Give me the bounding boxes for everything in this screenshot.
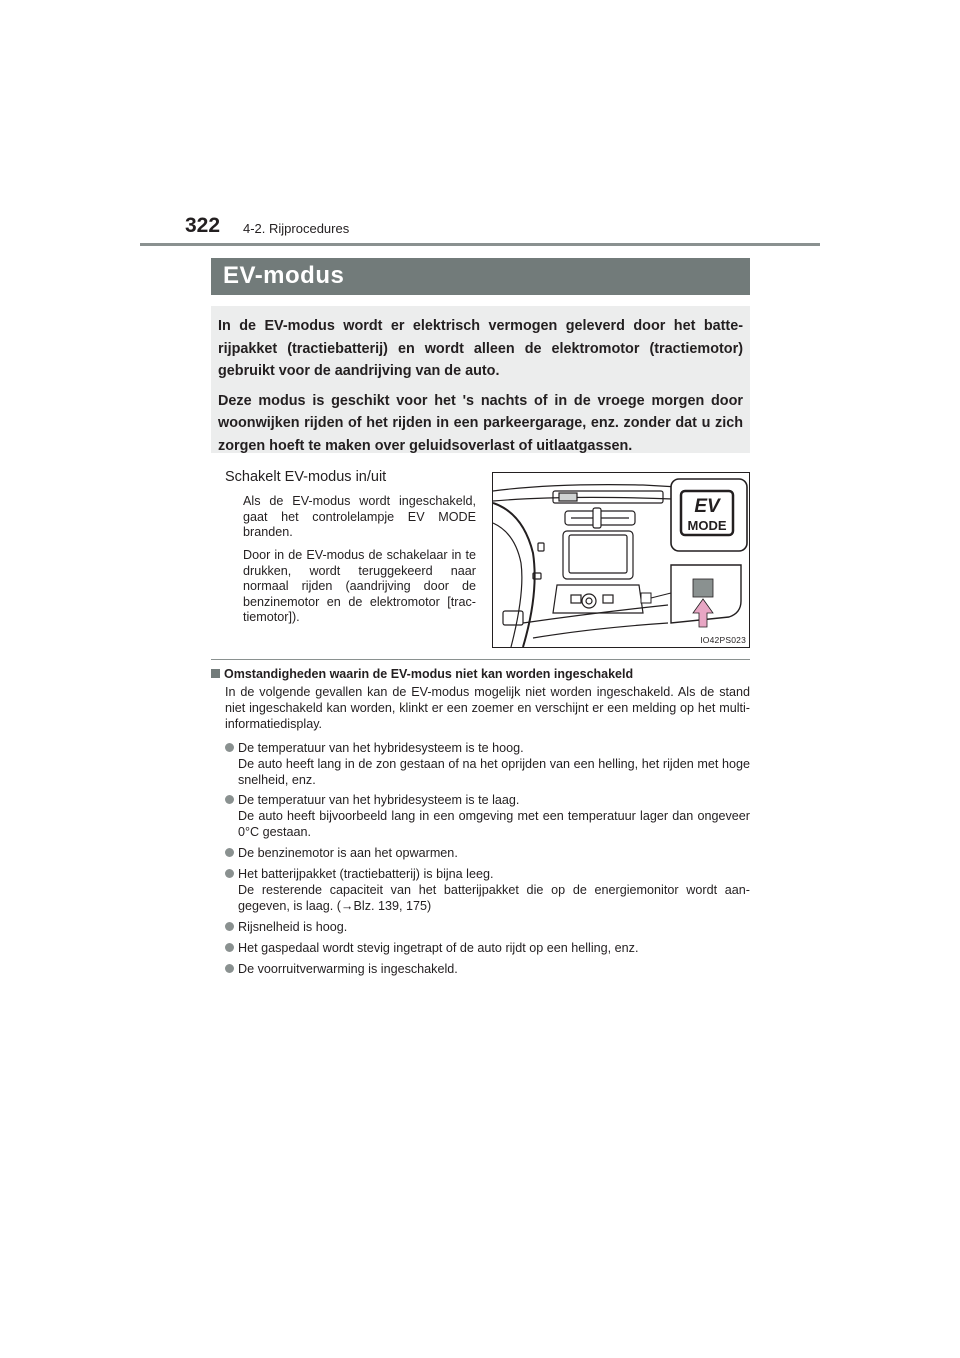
condition-title: Het gaspedaal wordt stevig ingetrapt of de auto rijdt op een helling, enz. (238, 941, 639, 955)
condition-item (225, 961, 750, 977)
condition-title: De temperatuur van het hybridesysteem is te hoog. (238, 741, 524, 755)
condition-title: Rijsnelheid is hoog. (238, 920, 348, 934)
switch (603, 595, 613, 603)
condition-item (225, 866, 750, 914)
pedal-button (503, 611, 523, 625)
hud-window (559, 493, 577, 501)
section-reference: 4-2. Rijprocedures (243, 221, 350, 236)
condition-item (225, 940, 750, 956)
intro-paragraph: Deze modus is geschikt voor het 's nachts of in de vroege morgen door woonwijken rijden of het rijden in een parkeergarage, enz. zonder dat u zich zorgen hoeft te maken over geluidsoverlast of uitlaatgassen. (218, 392, 743, 454)
bullet-dot-icon (225, 869, 234, 878)
ev-mode-button-small (693, 579, 713, 597)
condition-title: De voorruitverwarming is ingeschakeld. (238, 962, 458, 976)
condition-title: De benzinemotor is aan het opwarmen. (238, 846, 458, 860)
steering-wheel-inner (493, 523, 522, 647)
figure-code: IO42PS023 (700, 635, 746, 645)
section-divider (211, 659, 750, 660)
intro-paragraph: In de EV-modus wordt er elektrisch vermogen geleverd door het batte-rijpakket (tractiebatterij) en wordt alleen de elektromotor (tractiemotor) gebruikt voor de aandrijving van de auto. (218, 318, 743, 379)
bullet-dot-icon (225, 943, 234, 952)
console-line (523, 605, 668, 623)
switch (571, 595, 581, 603)
condition-item (225, 740, 750, 788)
side-switch (538, 543, 544, 551)
switch-highlight (641, 593, 651, 603)
dash-top-line (493, 485, 678, 491)
dashboard-figure (492, 472, 750, 648)
bullet-dot-icon (225, 922, 234, 931)
condition-detail: De auto heeft lang in de zon gestaan of na het oprijden van een helling, het rijden met hoge snelheid, enz. (238, 757, 750, 787)
page-number: 322 (185, 214, 221, 237)
header-rule (140, 243, 820, 246)
bullet-dot-icon (225, 743, 234, 752)
bullet-dot-icon (225, 795, 234, 804)
ev-button-label-bottom: MODE (687, 518, 727, 533)
title-bar (211, 258, 750, 295)
center-screen (563, 531, 633, 579)
condition-item (225, 845, 750, 861)
bullet-dot-icon (225, 848, 234, 857)
dash-upper-edge (493, 497, 673, 501)
lower-dash (533, 623, 668, 638)
callout-paragraph: Door in de EV-modus de schakelaar in te drukken, wordt teruggekeerd naar normaal rijden (aandrijving door de benzinemotor en de elektromotor [trac-tiemotor]). (243, 548, 476, 625)
conditions-heading (211, 667, 633, 681)
vent-knob (593, 508, 601, 528)
callout-paragraph: Als de EV-modus wordt ingeschakeld, gaat het controlelampje EV MODE branden. (243, 494, 476, 540)
callout-heading: Schakelt EV-modus in/uit (225, 469, 387, 485)
condition-item (225, 919, 750, 935)
condition-detail: De auto heeft bijvoorbeeld lang in een omgeving met een temperatuur lager dan ongeveer 0°C gestaan. (238, 809, 750, 839)
center-screen-inner (569, 535, 627, 573)
ev-button-label-top: EV (694, 496, 720, 517)
condition-item (225, 792, 750, 840)
dashboard-illustration (493, 473, 749, 647)
page-title: EV-modus (223, 262, 345, 289)
intro-box (211, 306, 750, 453)
conditions-intro: In de volgende gevallen kan de EV-modus mogelijk niet worden ingeschakeld. Als de stand niet ingeschakeld kan worden, klinkt er een zoemer en verschijnt er een melding op het multi-informatiedisplay. (225, 685, 750, 731)
condition-title: Het batterijpakket (tractiebatterij) is bijna leeg. (238, 867, 494, 881)
conditions-heading-text: Omstandigheden waarin de EV-modus niet kan worden ingeschakeld (224, 667, 634, 681)
condition-title: De temperatuur van het hybridesysteem is te laag. (238, 793, 520, 807)
callout-leader (651, 593, 671, 598)
control-knob (582, 594, 596, 608)
condition-detail: De resterende capaciteit van het batterijpakket die op de energiemonitor wordt aan-gegeven, is laag. (→Blz. 139, 175) (238, 883, 750, 913)
square-bullet-icon (211, 669, 220, 678)
control-knob-inner (586, 598, 592, 604)
bullet-dot-icon (225, 964, 234, 973)
